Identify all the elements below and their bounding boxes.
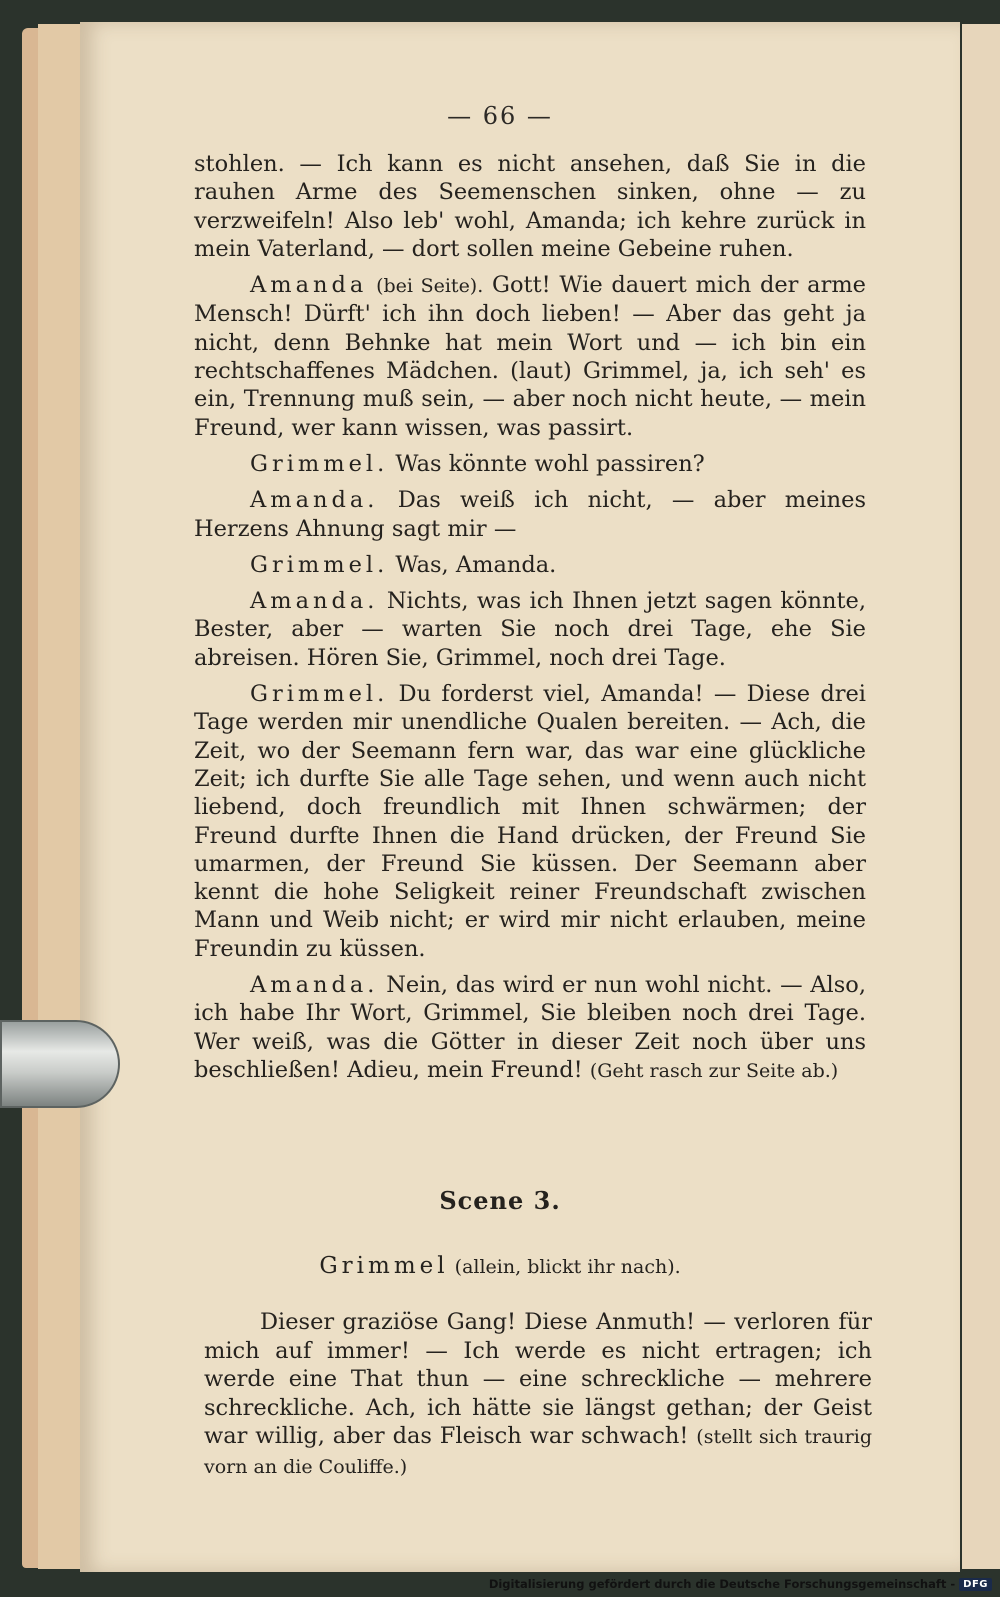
paragraph-3 (194, 486, 866, 543)
page-text (194, 150, 866, 1093)
paragraph-text: Was könnte wohl passiren? (388, 450, 705, 477)
paragraph-text: Du forderst viel, Amanda! — Diese drei Tage werden mir unendliche Qualen bereiten. — Ach, die Zeit, wo der Seemann fern war, das war eine glückliche Zeit; ich durfte Sie alle Tage sehen, und wenn auch nicht liebend, doch freundlich mit Ihnen schwärmen; der Freund durfte Ihnen die Hand drücken, der Freund Sie umarmen, der Freund Sie küssen. Der Seemann aber kennt die hohe Seligkeit reiner Freundschaft zwischen Mann und Weib nicht; er wird mir nicht erlauben, meine Freundin zu küssen. (194, 681, 866, 962)
paragraph-text: Das weiß ich nicht, — aber meines Herzens Ahnung sagt mir — (194, 487, 866, 542)
speaker-name: Grimmel. (250, 450, 389, 477)
paragraph-text: Dieser graziöse Gang! Diese Anmuth! — verloren für mich auf immer! — Ich werde es nicht ertragen; ich werde eine That thun — eine schreckliche — mehrere schreckliche. Ach, ich hätte sie längst gethan; der Geist war willig, aber das Fleisch war schwach! (204, 1309, 872, 1449)
scene-title: Scene 3. (439, 1186, 561, 1215)
speaker-name: Grimmel (319, 1253, 449, 1279)
speaker-name: Grimmel. (250, 551, 389, 578)
paragraph-text: Gott! Wie dauert mich der arme Mensch! Dürft' ich ihn doch lieben! — Aber das geht ja nicht, denn Behnke hat mein Wort und — ich bin ein rechtschaffenes Mädchen. (laut) Grimmel, ja, ich seh' es ein, Trennung muß sein, — aber noch nicht heute, — mein Freund, wer kann wissen, was passirt. (194, 272, 866, 441)
speaker-name: Amanda. (250, 487, 379, 514)
paragraph-5 (194, 587, 866, 672)
paragraph-text: Nein, das wird er nun wohl nicht. — Also, ich habe Ihr Wort, Grimmel, Sie bleiben noch drei Tage. Wer weiß, was die Götter in dieser Zeit noch über uns beschließen! Adieu, mein Freund! (194, 972, 866, 1083)
speaker-name: Amanda (250, 272, 368, 299)
adjacent-page-edge (962, 24, 1000, 1569)
dfg-logo: DFG (959, 1578, 992, 1591)
stage-direction: (bei Seite). (376, 275, 484, 298)
paragraph-7 (194, 971, 866, 1085)
digitization-footer (489, 1573, 992, 1595)
paragraph-1 (194, 271, 866, 442)
paragraph-4 (194, 551, 866, 579)
closing-text (204, 1308, 872, 1481)
stage-direction: (stellt sich traurig vorn an die Couliffe.) (204, 1426, 872, 1478)
paragraph-text: stohlen. — Ich kann es nicht ansehen, daß Sie in die rauhen Arme des Seemenschen sinken, ohne — zu verzweifeln! Also leb' wohl, Amanda; ich kehre zurück in mein Vaterland, — dort sollen meine Gebeine ruhen. (194, 151, 866, 262)
scene-cast (0, 1253, 1000, 1279)
paragraph-text: Nichts, was ich Ihnen jetzt sagen könnte, Bester, aber — warten Sie noch drei Tage, ehe Sie abreisen. Hören Sie, Grimmel, noch drei Tage. (194, 588, 866, 671)
page-clip (0, 1020, 120, 1108)
paragraph-2 (194, 450, 866, 478)
paragraph-6 (194, 680, 866, 963)
paragraph-0 (194, 150, 866, 263)
stage-direction: (Geht rasch zur Seite ab.) (589, 1059, 839, 1082)
paragraph-text: Was, Amanda. (388, 551, 557, 578)
speaker-name: Amanda. (250, 588, 379, 615)
stage-direction: (allein, blickt ihr nach). (448, 1256, 681, 1278)
speaker-name: Grimmel. (250, 681, 389, 708)
speaker-name: Amanda. (250, 972, 379, 999)
footer-text: Digitalisierung gefördert durch die Deutsche Forschungsgemeinschaft - (488, 1577, 956, 1591)
paragraph-closing (204, 1308, 872, 1481)
page-number: — 66 — (447, 102, 553, 130)
